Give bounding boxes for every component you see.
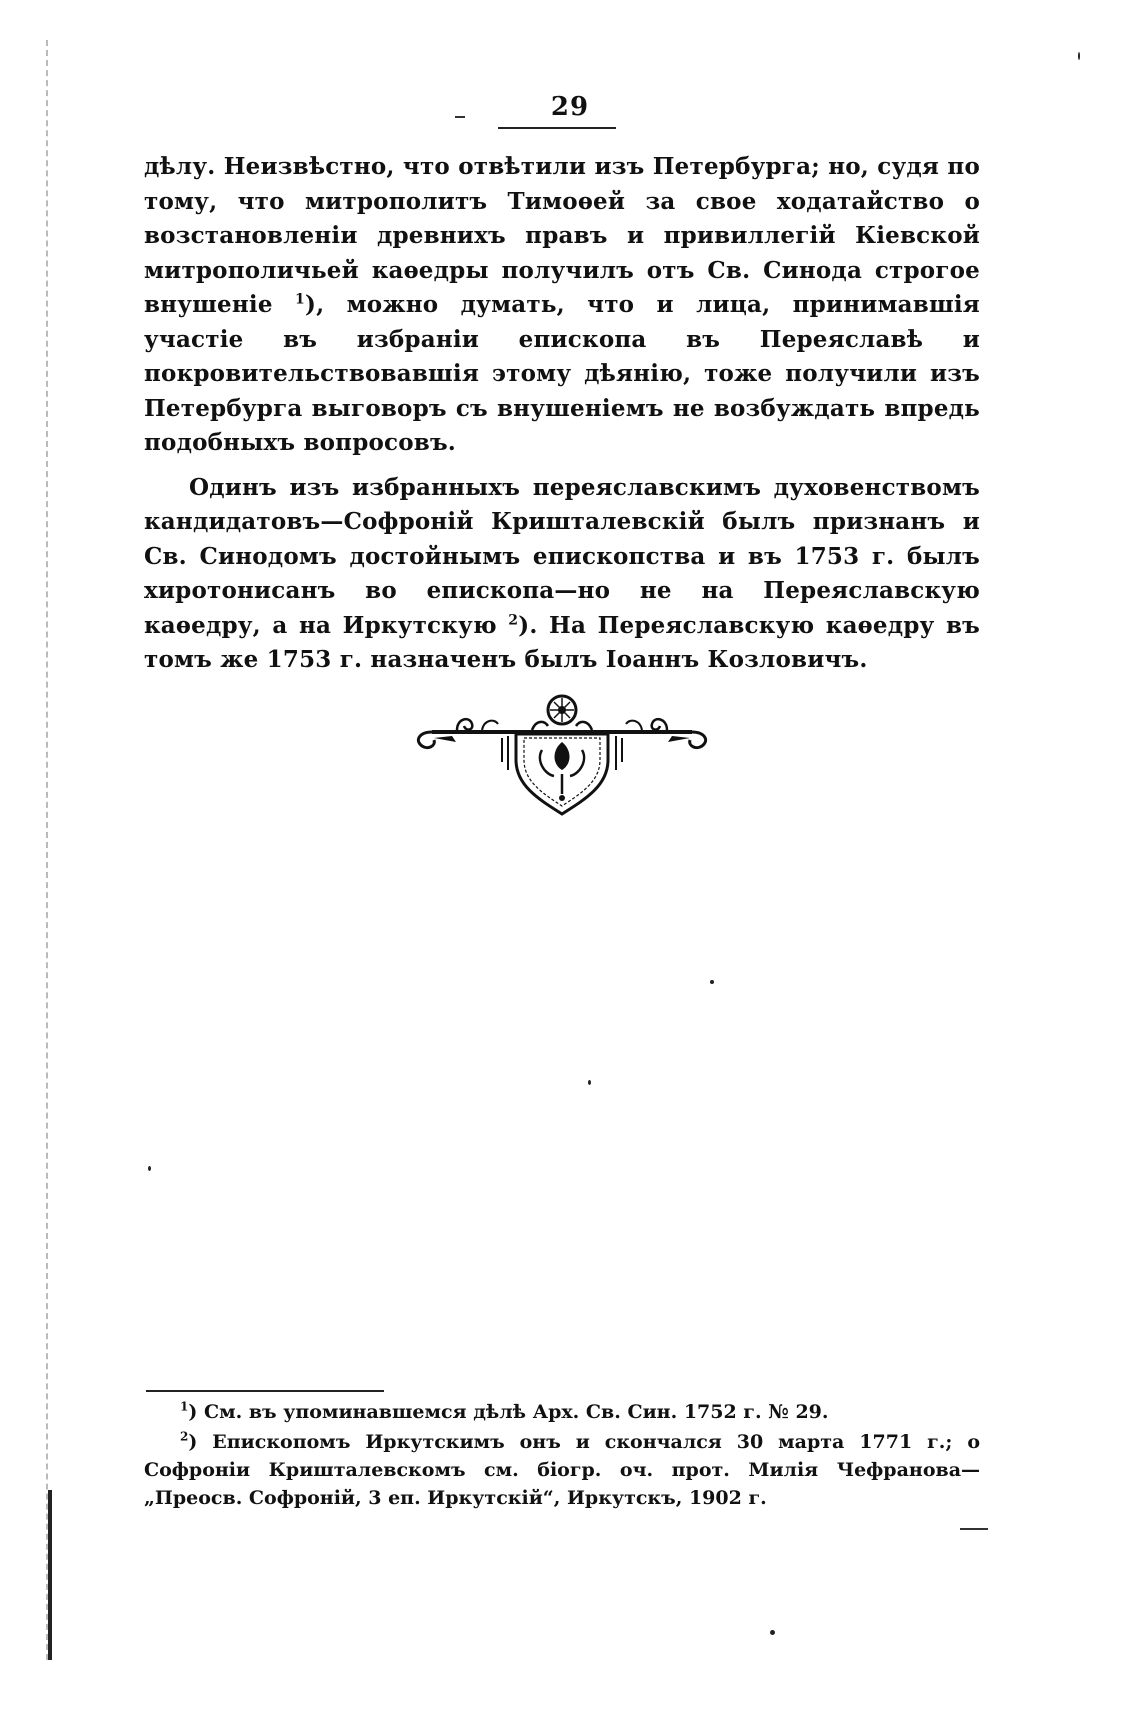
paragraph-2: [144, 471, 980, 678]
footnote-1-text: ) См. въ упоминавшемся дѣлѣ Арх. Св. Син. 1752 г. № 29.: [188, 1401, 829, 1423]
scan-speck: [770, 1630, 775, 1635]
scan-speck: [710, 980, 714, 984]
scan-edge-mark: [48, 1490, 52, 1660]
footnote-ref-2[interactable]: 2: [508, 611, 519, 628]
scan-mark-right: [960, 1528, 988, 1530]
footnote-mark-2: 2: [180, 1429, 189, 1444]
scan-speck: [1078, 52, 1080, 60]
paragraph-2-text-b: ). На Переяславскую каѳедру въ томъ же 1753 г. назначенъ былъ Іоаннъ Козловичъ.: [144, 611, 980, 673]
footnote-ref-1[interactable]: 1: [295, 291, 305, 308]
header-rule: [498, 127, 616, 129]
paragraph-1: [144, 150, 980, 461]
footnote-1: [144, 1398, 980, 1426]
paragraph-1-text-b: ), можно думать, что и лица, принимавшія участіе въ избраніи епископа въ Переяславѣ и покровительствовавшія этому дѣянію, тоже получили изъ Петербурга выговоръ съ внушеніемъ не возбуждать впредь подобныхъ вопросовъ.: [144, 291, 980, 456]
floral-ornament-icon: [412, 690, 712, 820]
footnote-rule: [146, 1390, 384, 1392]
paragraph-2-text-a: Одинъ изъ избранныхъ переяславскимъ духовенствомъ кандидатовъ—Софроній Кришталевскій былъ признанъ и Св. Синодомъ достойнымъ епископства и въ 1753 г. былъ хиротонисанъ во епископа—но не на Переяславскую каѳедру, а на Иркутскую: [144, 473, 980, 639]
scan-speck: [148, 1166, 151, 1171]
page-header: [0, 92, 1140, 122]
footnote-2: [144, 1428, 980, 1512]
scan-speck: [588, 1080, 591, 1085]
scan-edge-left: [46, 40, 50, 1660]
page-number: 29: [550, 92, 590, 122]
footnote-2-text: ) Епископомъ Иркутскимъ онъ и скончался 30 марта 1771 г.; о Софроніи Кришталевскомъ см. біогр. оч. прот. Милія Чефранова—„Преосв. Софроній, 3 еп. Иркутскій“, Иркутскъ, 1902 г.: [144, 1431, 980, 1509]
paragraph-1-text-a: дѣлу. Неизвѣстно, что отвѣтили изъ Петербурга; но, судя по тому, что митрополитъ Тимоѳей за свое ходатайство о возстановленіи древнихъ правъ и привиллегій Кіевской митрополичьей каѳедры получилъ отъ Св. Синода строгое внушеніе: [144, 153, 980, 318]
footnote-mark-1: 1: [180, 1399, 189, 1414]
footnotes: [144, 1398, 980, 1514]
main-text: [144, 150, 980, 678]
